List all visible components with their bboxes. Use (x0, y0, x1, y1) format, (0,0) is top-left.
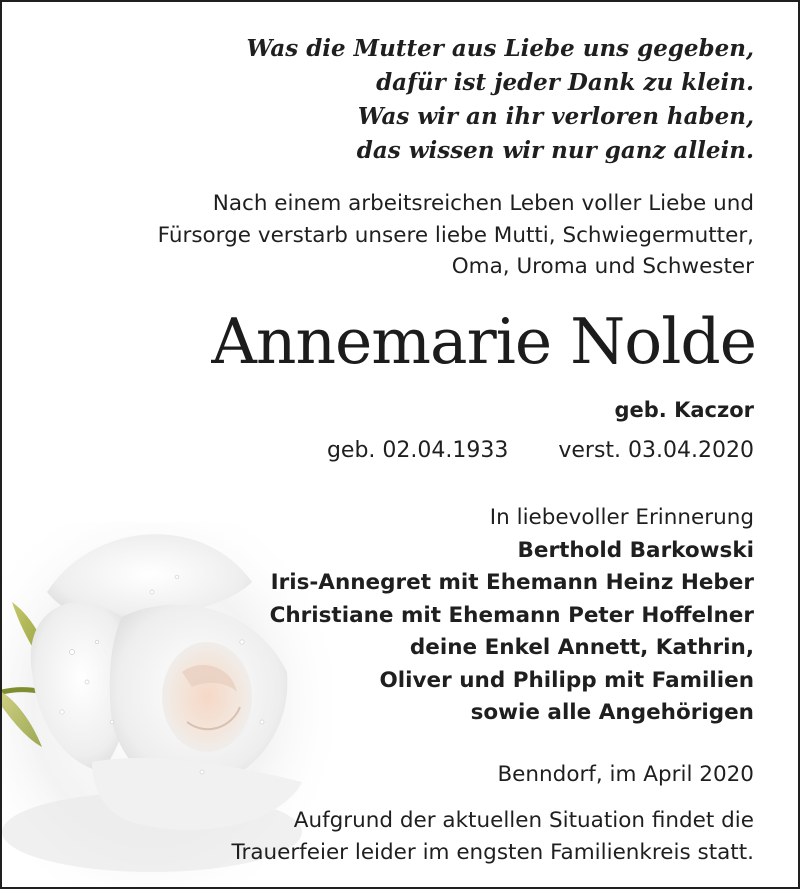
notice-line: Trauerfeier leider im engsten Familienkreis statt. (231, 839, 754, 865)
life-dates (327, 435, 754, 467)
birth-date: geb. 02.04.1933 (326, 438, 509, 463)
intro-text (158, 188, 754, 283)
mourner-line: deine Enkel Annett, Kathrin, (409, 635, 754, 660)
poem-line: Was die Mutter aus Liebe uns gegeben, (246, 35, 754, 62)
mourners-block (270, 502, 754, 730)
mourner-line: sowie alle Angehörigen (470, 700, 754, 725)
mourner-line: Christiane mit Ehemann Peter Hoffelner (269, 602, 754, 628)
poem-line: das wissen wir nur ganz allein. (356, 137, 754, 164)
deceased-name: Annemarie Nolde (211, 305, 756, 378)
poem-line: Was wir an ihr verloren haben, (357, 103, 754, 130)
poem-line: dafür ist jeder Dank zu klein. (376, 69, 754, 96)
mourner-line: Iris-Annegret mit Ehemann Heinz Heber (270, 570, 754, 595)
mourner-line: Berthold Barkowski (517, 537, 754, 563)
intro-line: Oma, Uroma und Schwester (451, 254, 754, 279)
death-date: verst. 03.04.2020 (558, 438, 754, 463)
place-date: Benndorf, im April 2020 (497, 762, 754, 787)
memorial-poem (247, 32, 754, 168)
intro-line: Fürsorge verstarb unsere liebe Mutti, Schwiegermutter, (157, 222, 754, 248)
memory-intro: In liebevoller Erinnerung (489, 505, 754, 530)
maiden-name: geb. Kaczor (614, 398, 754, 422)
funeral-notice (232, 805, 755, 868)
mourner-line: Oliver und Philipp mit Familien (379, 667, 754, 693)
notice-line: Aufgrund der aktuellen Situation findet die (293, 808, 754, 833)
intro-line: Nach einem arbeitsreichen Leben voller Liebe und (212, 191, 754, 216)
